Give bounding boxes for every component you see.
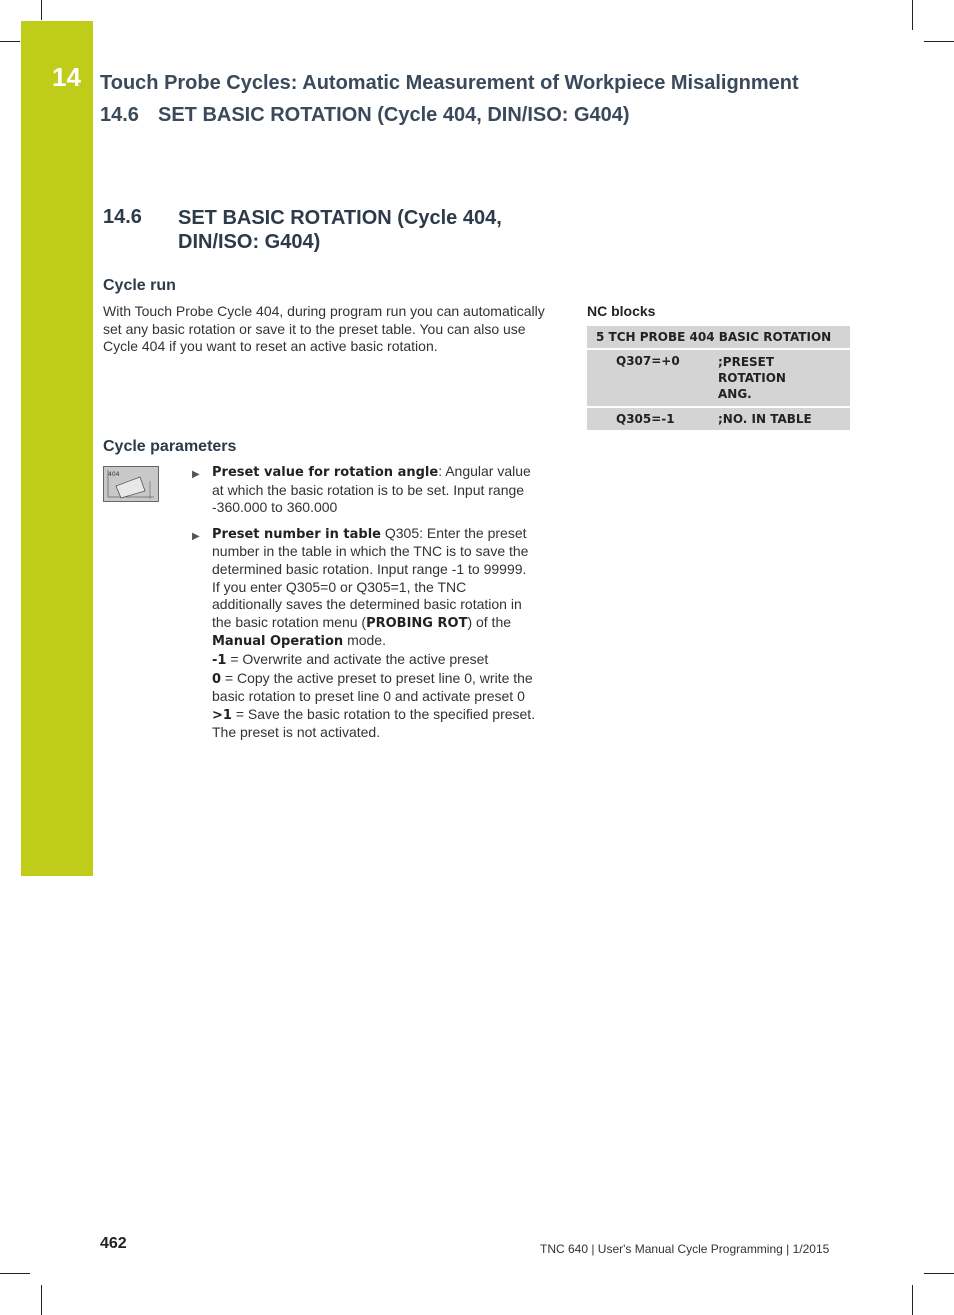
parameter-list xyxy=(192,463,537,750)
option-text: = Overwrite and activate the active preset xyxy=(226,650,489,667)
crop-mark xyxy=(924,41,954,42)
triangle-bullet-icon: ▶ xyxy=(192,530,200,542)
option-key: >1 xyxy=(212,707,232,723)
parameter-description-end: mode. xyxy=(343,632,386,649)
parameter-name: Preset value for rotation angle xyxy=(212,465,439,480)
chapter-sidebar xyxy=(21,21,93,876)
nc-blocks-table xyxy=(587,326,850,430)
mode-name: Manual Operation xyxy=(212,634,344,650)
triangle-bullet-icon: ▶ xyxy=(192,469,200,480)
parameter-item xyxy=(192,525,537,742)
option-text: = Save the basic rotation to the specified preset. The preset is not activated. xyxy=(212,705,536,741)
running-header-chapter-title: Touch Probe Cycles: Automatic Measurement of Workpiece Misalignment xyxy=(100,72,799,94)
nc-blocks-heading: NC blocks xyxy=(587,303,656,319)
nc-header-row xyxy=(587,326,850,348)
page-number: 462 xyxy=(100,1235,127,1252)
parameter-name: Preset number in table xyxy=(212,526,381,542)
nc-comment: ;PRESET ROTATION ANG. xyxy=(708,350,850,406)
parameter-description: Q305: Enter the preset number in the table in which the TNC is to save the determined basic rotation. Input range -1 to 99999. If you enter Q305=0 or Q305=1, the TNC additionally saves the determined basic rotation in the basic rotation menu ( xyxy=(212,524,529,630)
nc-row xyxy=(587,408,850,430)
running-header-section-number: 14.6 xyxy=(100,104,139,126)
option-key: 0 xyxy=(212,671,222,687)
parameter-item xyxy=(192,463,537,517)
svg-text:404: 404 xyxy=(108,471,120,478)
crop-mark xyxy=(924,1273,954,1274)
crop-mark xyxy=(0,1273,30,1274)
cycle-run-text: With Touch Probe Cycle 404, during program run you can automatically set any basic rotation or save it to the preset table. You can also use Cycle 404 if you want to reset an active basic rotation. xyxy=(103,303,545,355)
option-text: = Copy the active preset to preset line 0, write the basic rotation to preset line 0 and activate preset 0 xyxy=(212,669,533,705)
section-number: 14.6 xyxy=(103,206,142,228)
footer-text: TNC 640 | User's Manual Cycle Programming | 1/2015 xyxy=(540,1242,830,1256)
option-line xyxy=(212,706,537,742)
parameter-description-cont: ) of the xyxy=(467,613,512,630)
nc-row xyxy=(587,350,850,406)
parameter-description: : Angular value at which the basic rotation is to be set. Input range -360.000 to 360.000 xyxy=(212,463,531,516)
cycle-parameters-heading: Cycle parameters xyxy=(103,438,237,455)
running-header-section-title: SET BASIC ROTATION (Cycle 404, DIN/ISO: G404) xyxy=(158,104,630,126)
crop-mark xyxy=(0,41,20,42)
cycle-404-illustration xyxy=(104,467,158,501)
nc-header-cell: 5 TCH PROBE 404 BASIC ROTATION xyxy=(587,326,850,348)
option-line xyxy=(212,651,537,670)
running-header-section xyxy=(100,104,630,127)
crop-mark xyxy=(912,0,913,30)
chapter-number: 14 xyxy=(52,62,81,92)
softkey-name: PROBING ROT xyxy=(366,615,468,631)
option-key: -1 xyxy=(212,652,227,668)
nc-param: Q305=-1 xyxy=(587,408,708,430)
crop-mark xyxy=(912,1285,913,1315)
crop-mark xyxy=(41,0,42,20)
nc-comment: ;NO. IN TABLE xyxy=(708,408,850,430)
crop-mark xyxy=(41,1285,42,1315)
nc-param: Q307=+0 xyxy=(587,350,708,406)
option-line xyxy=(212,670,537,706)
cycle-run-heading: Cycle run xyxy=(103,277,176,294)
cycle-404-icon xyxy=(103,466,159,502)
section-title: SET BASIC ROTATION (Cycle 404, DIN/ISO: G404) xyxy=(178,207,502,253)
